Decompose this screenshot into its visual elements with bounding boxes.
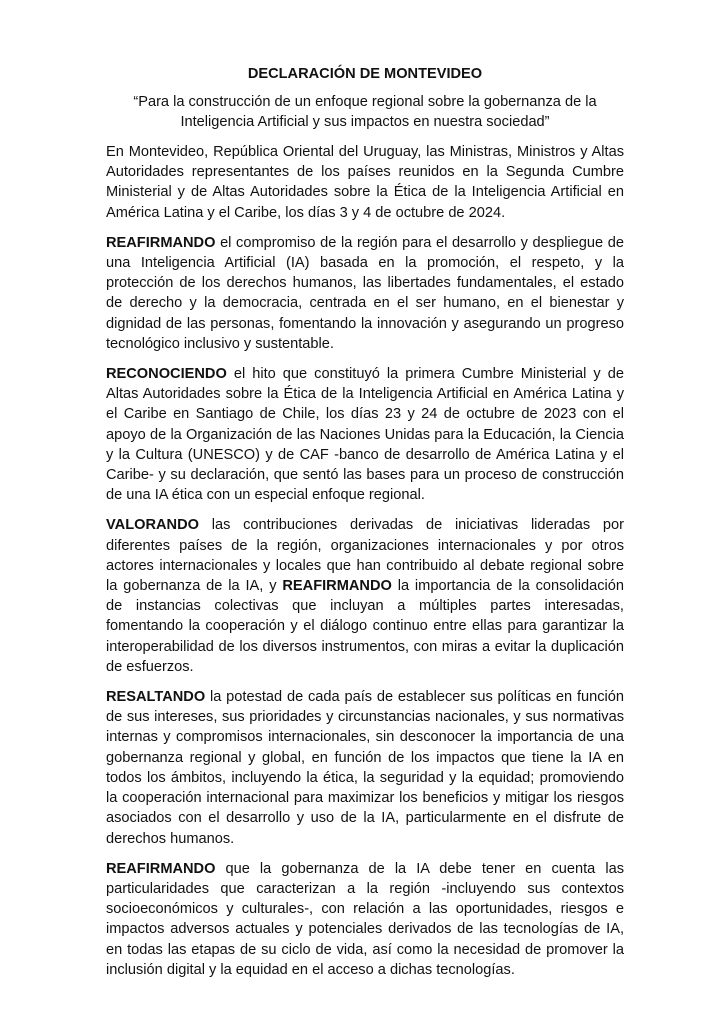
paragraph-reafirmando-2	[106, 859, 624, 980]
document-title: DECLARACIÓN DE MONTEVIDEO	[247, 66, 483, 82]
document-page	[106, 64, 624, 990]
paragraph-resaltando	[106, 687, 624, 849]
paragraph-reafirmando-1	[106, 233, 624, 354]
paragraph-reconociendo	[106, 364, 624, 505]
paragraph-keyword: REAFIRMANDO	[106, 860, 216, 877]
paragraph-text: el compromiso de la región para el desarrollo y despliegue de una Inteligencia Artificial (IA) basada en la promoción, el respeto, y la protección de los derechos humanos, las libertades fundamentales, el estado de derecho y la democracia, centrada en el ser humano, en el bienestar y dignidad de las personas, fomentando la innovación y asegurando un progreso tecnológico inclusivo y sustentable.	[106, 234, 624, 352]
paragraph-keyword: RESALTANDO	[106, 689, 206, 706]
paragraph-text: el hito que constituyó la primera Cumbre Ministerial y de Altas Autoridades sobre la Ética de la Inteligencia Artificial en América Latina y el Caribe en Santiago de Chile, los días 23 y 24 de octubre de 2023 con el apoyo de la Organización de las Naciones Unidas para la Educación, la Ciencia y la Cultura (UNESCO) y de CAF -banco de desarrollo de América Latina y el Caribe- y su declaración, que sentó las bases para un proceso de construcción de una IA ética con un especial enfoque regional.	[106, 366, 624, 504]
paragraph-keyword: VALORANDO	[106, 517, 199, 534]
intro-paragraph: En Montevideo, República Oriental del Uruguay, las Ministras, Ministros y Altas Autoridades representantes de los países reunidos en la Segunda Cumbre Ministerial y de Altas Autoridades sobre la Ética de la Inteligencia Artificial en América Latina y el Caribe, los días 3 y 4 de octubre de 2024.	[106, 144, 624, 221]
paragraph-keyword: RECONOCIENDO	[106, 366, 227, 383]
paragraph-text: que la gobernanza de la IA debe tener en cuenta las particularidades que caracterizan a la región -incluyendo sus contextos socioeconómicos y culturales-, con relación a las oportunidades, riesgos e impactos adversos actuales y potenciales derivados de las tecnologías de IA, en todas las etapas de su ciclo de vida, así como la necesidad de promover la inclusión digital y la equidad en el acceso a dichas tecnologías.	[106, 860, 624, 978]
paragraph-keyword: REAFIRMANDO	[106, 234, 216, 251]
paragraph-valorando	[106, 515, 624, 677]
paragraph-text-secondary: la importancia de la consolidación de instancias colectivas que incluyan a múltiples partes interesadas, fomentando la cooperación y el diálogo continuo entre ellas para garantizar la interoperabilidad de los diversos instrumentos, con miras a evitar la duplicación de esfuerzos.	[106, 578, 624, 675]
paragraph-keyword-secondary: REAFIRMANDO	[282, 578, 392, 595]
document-subtitle: “Para la construcción de un enfoque regional sobre la gobernanza de la Inteligencia Artificial y sus impactos en nuestra sociedad”	[133, 94, 597, 130]
paragraph-text: la potestad de cada país de establecer sus políticas en función de sus intereses, sus prioridades y circunstancias nacionales, y sus normativas internas y compromisos internacionales, sin desconocer la importancia de una gobernanza regional y global, en función de los impactos que tiene la IA en todos los ámbitos, incluyendo la ética, la seguridad y la equidad; promoviendo la cooperación internacional para maximizar los beneficios y mitigar los riesgos asociados con el desarrollo y uso de la IA, particularmente en el disfrute de derechos humanos.	[106, 689, 624, 847]
paragraph-text: las contribuciones derivadas de iniciativas lideradas por diferentes países de la región, organizaciones internacionales y por otros actores internacionales y locales que han contribuido al debate regional sobre la gobernanza de la IA, y	[106, 517, 624, 595]
